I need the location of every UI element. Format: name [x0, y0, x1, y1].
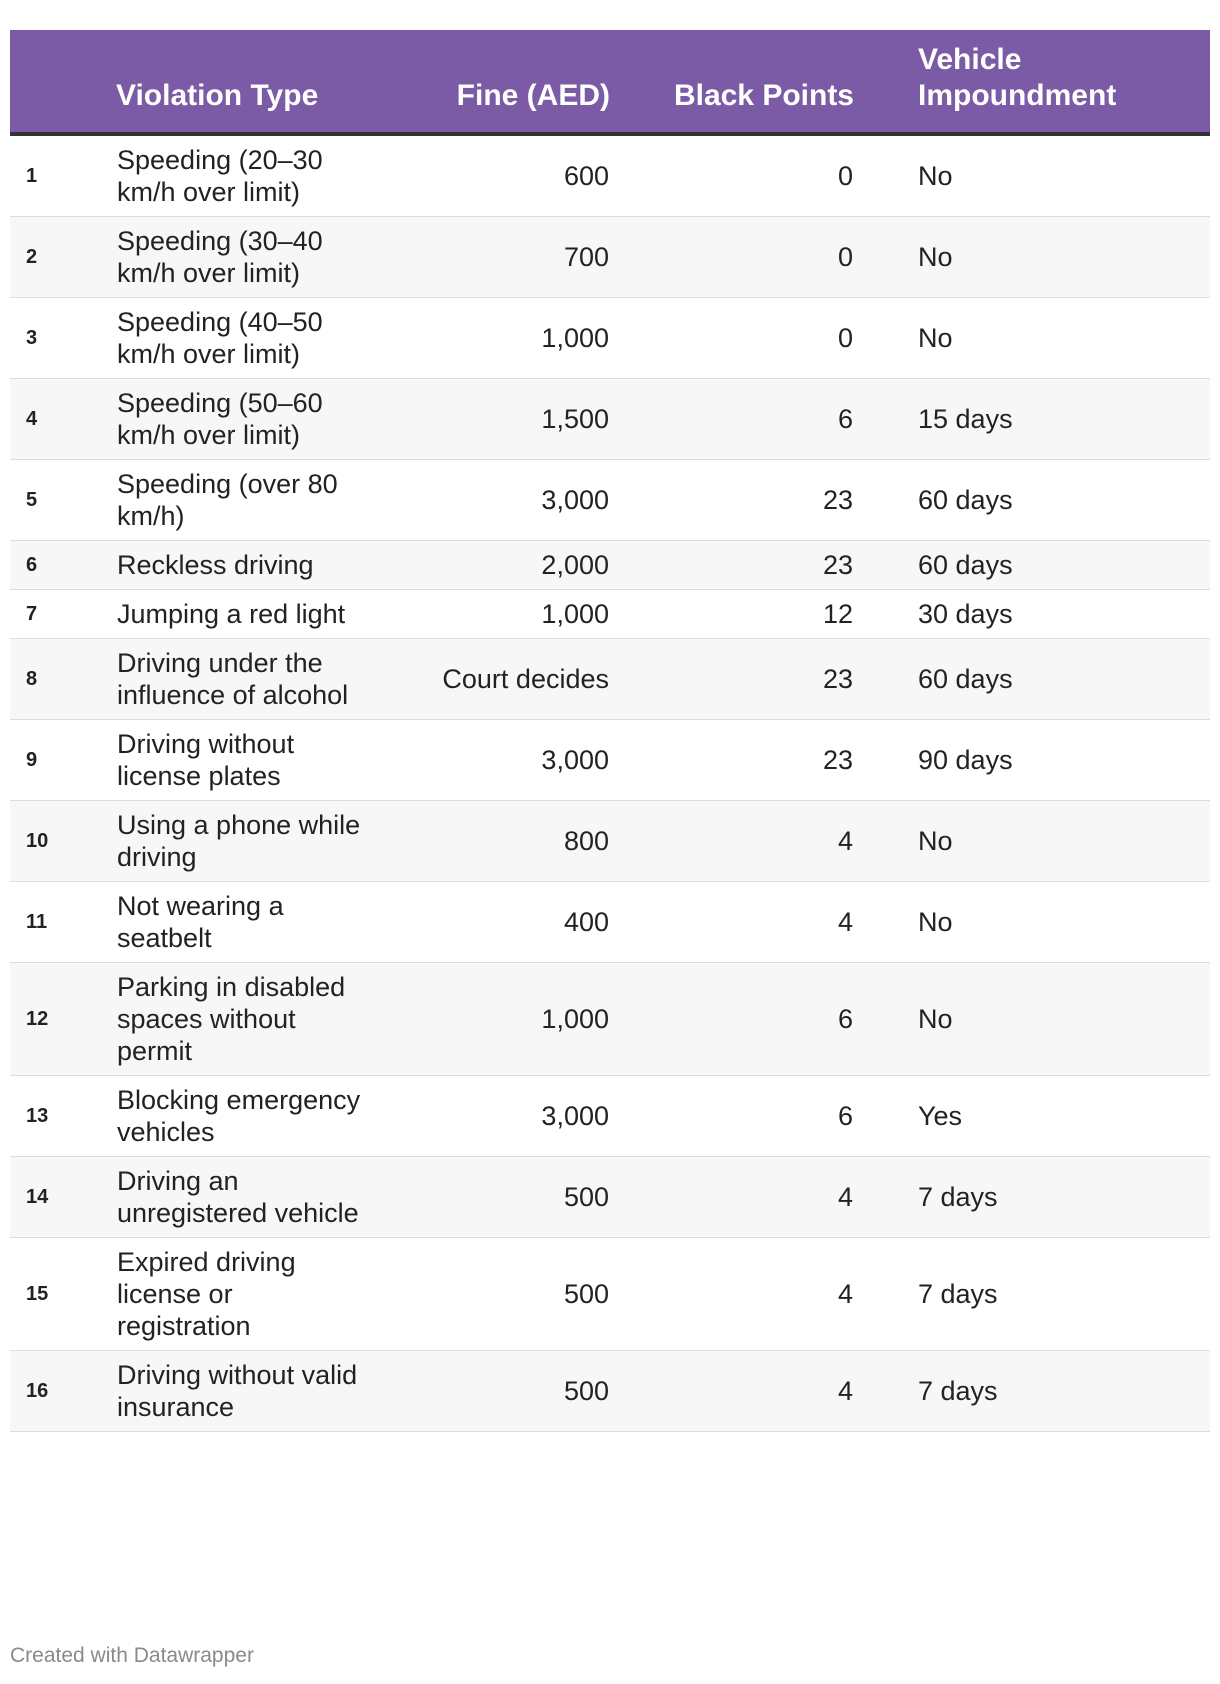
table-row	[10, 590, 1210, 639]
fine-cell: 500	[390, 1238, 610, 1351]
row-number: 16	[10, 1351, 116, 1432]
black-points-cell: 0	[610, 298, 854, 379]
header-black-points: Black Points	[610, 30, 854, 134]
fine-cell: 1,000	[390, 590, 610, 639]
impoundment-cell: 7 days	[854, 1157, 1210, 1238]
impoundment-cell: 60 days	[854, 541, 1210, 590]
row-number: 6	[10, 541, 116, 590]
black-points-cell: 4	[610, 1238, 854, 1351]
violation-type-cell: Speeding (20–30 km/h over limit)	[116, 134, 390, 217]
table-row	[10, 1351, 1210, 1432]
row-number: 4	[10, 379, 116, 460]
impoundment-cell: 30 days	[854, 590, 1210, 639]
table-row	[10, 1238, 1210, 1351]
row-number: 15	[10, 1238, 116, 1351]
fine-cell: 1,000	[390, 963, 610, 1076]
header-vehicle-impoundment: Vehicle Impoundment	[854, 30, 1210, 134]
table-row	[10, 639, 1210, 720]
row-number: 7	[10, 590, 116, 639]
black-points-cell: 4	[610, 801, 854, 882]
violation-type-cell: Blocking emergency vehicles	[116, 1076, 390, 1157]
violation-type-cell: Parking in disabled spaces without permit	[116, 963, 390, 1076]
table-row	[10, 801, 1210, 882]
table-row	[10, 1157, 1210, 1238]
violation-type-cell: Driving an unregistered vehicle	[116, 1157, 390, 1238]
row-number: 8	[10, 639, 116, 720]
row-number: 10	[10, 801, 116, 882]
row-number: 2	[10, 217, 116, 298]
fine-cell: 1,500	[390, 379, 610, 460]
violation-type-cell: Driving under the influence of alcohol	[116, 639, 390, 720]
fine-cell: 3,000	[390, 1076, 610, 1157]
violation-type-cell: Expired driving license or registration	[116, 1238, 390, 1351]
impoundment-cell: 60 days	[854, 460, 1210, 541]
row-number: 11	[10, 882, 116, 963]
impoundment-cell: 15 days	[854, 379, 1210, 460]
table-row	[10, 379, 1210, 460]
header-violation-type: Violation Type	[116, 30, 390, 134]
violation-type-cell: Not wearing a seatbelt	[116, 882, 390, 963]
table-body	[10, 134, 1210, 1432]
header-number	[10, 30, 116, 134]
fine-cell: 3,000	[390, 460, 610, 541]
row-number: 5	[10, 460, 116, 541]
table-row	[10, 1076, 1210, 1157]
table-row	[10, 134, 1210, 217]
row-number: 14	[10, 1157, 116, 1238]
fine-cell: 800	[390, 801, 610, 882]
impoundment-cell: 60 days	[854, 639, 1210, 720]
impoundment-cell: Yes	[854, 1076, 1210, 1157]
violation-type-cell: Speeding (30–40 km/h over limit)	[116, 217, 390, 298]
impoundment-cell: 7 days	[854, 1351, 1210, 1432]
black-points-cell: 0	[610, 134, 854, 217]
impoundment-cell: No	[854, 298, 1210, 379]
table-row	[10, 298, 1210, 379]
black-points-cell: 0	[610, 217, 854, 298]
violation-type-cell: Driving without license plates	[116, 720, 390, 801]
impoundment-cell: No	[854, 882, 1210, 963]
row-number: 3	[10, 298, 116, 379]
impoundment-cell: 90 days	[854, 720, 1210, 801]
impoundment-cell: No	[854, 801, 1210, 882]
violations-table-container	[10, 30, 1210, 1432]
header-row	[10, 30, 1210, 134]
fine-cell: Court decides	[390, 639, 610, 720]
impoundment-cell: No	[854, 217, 1210, 298]
table-row	[10, 882, 1210, 963]
row-number: 13	[10, 1076, 116, 1157]
black-points-cell: 23	[610, 541, 854, 590]
impoundment-cell: No	[854, 134, 1210, 217]
fine-cell: 3,000	[390, 720, 610, 801]
black-points-cell: 23	[610, 460, 854, 541]
black-points-cell: 4	[610, 1351, 854, 1432]
black-points-cell: 12	[610, 590, 854, 639]
violation-type-cell: Using a phone while driving	[116, 801, 390, 882]
black-points-cell: 23	[610, 720, 854, 801]
table-row	[10, 460, 1210, 541]
violation-type-cell: Speeding (40–50 km/h over limit)	[116, 298, 390, 379]
table-row	[10, 541, 1210, 590]
violation-type-cell: Speeding (over 80 km/h)	[116, 460, 390, 541]
violations-table	[10, 30, 1210, 1432]
table-row	[10, 217, 1210, 298]
fine-cell: 700	[390, 217, 610, 298]
row-number: 12	[10, 963, 116, 1076]
black-points-cell: 23	[610, 639, 854, 720]
black-points-cell: 6	[610, 1076, 854, 1157]
black-points-cell: 6	[610, 963, 854, 1076]
table-row	[10, 720, 1210, 801]
table-row	[10, 963, 1210, 1076]
fine-cell: 400	[390, 882, 610, 963]
violation-type-cell: Reckless driving	[116, 541, 390, 590]
fine-cell: 2,000	[390, 541, 610, 590]
fine-cell: 500	[390, 1157, 610, 1238]
black-points-cell: 4	[610, 1157, 854, 1238]
violation-type-cell: Driving without valid insurance	[116, 1351, 390, 1432]
violation-type-cell: Jumping a red light	[116, 590, 390, 639]
header-fine: Fine (AED)	[390, 30, 610, 134]
black-points-cell: 4	[610, 882, 854, 963]
violation-type-cell: Speeding (50–60 km/h over limit)	[116, 379, 390, 460]
footer-credit: Created with Datawrapper	[10, 1644, 254, 1667]
fine-cell: 600	[390, 134, 610, 217]
impoundment-cell: No	[854, 963, 1210, 1076]
table-header	[10, 30, 1210, 134]
fine-cell: 1,000	[390, 298, 610, 379]
fine-cell: 500	[390, 1351, 610, 1432]
impoundment-cell: 7 days	[854, 1238, 1210, 1351]
black-points-cell: 6	[610, 379, 854, 460]
row-number: 1	[10, 134, 116, 217]
row-number: 9	[10, 720, 116, 801]
